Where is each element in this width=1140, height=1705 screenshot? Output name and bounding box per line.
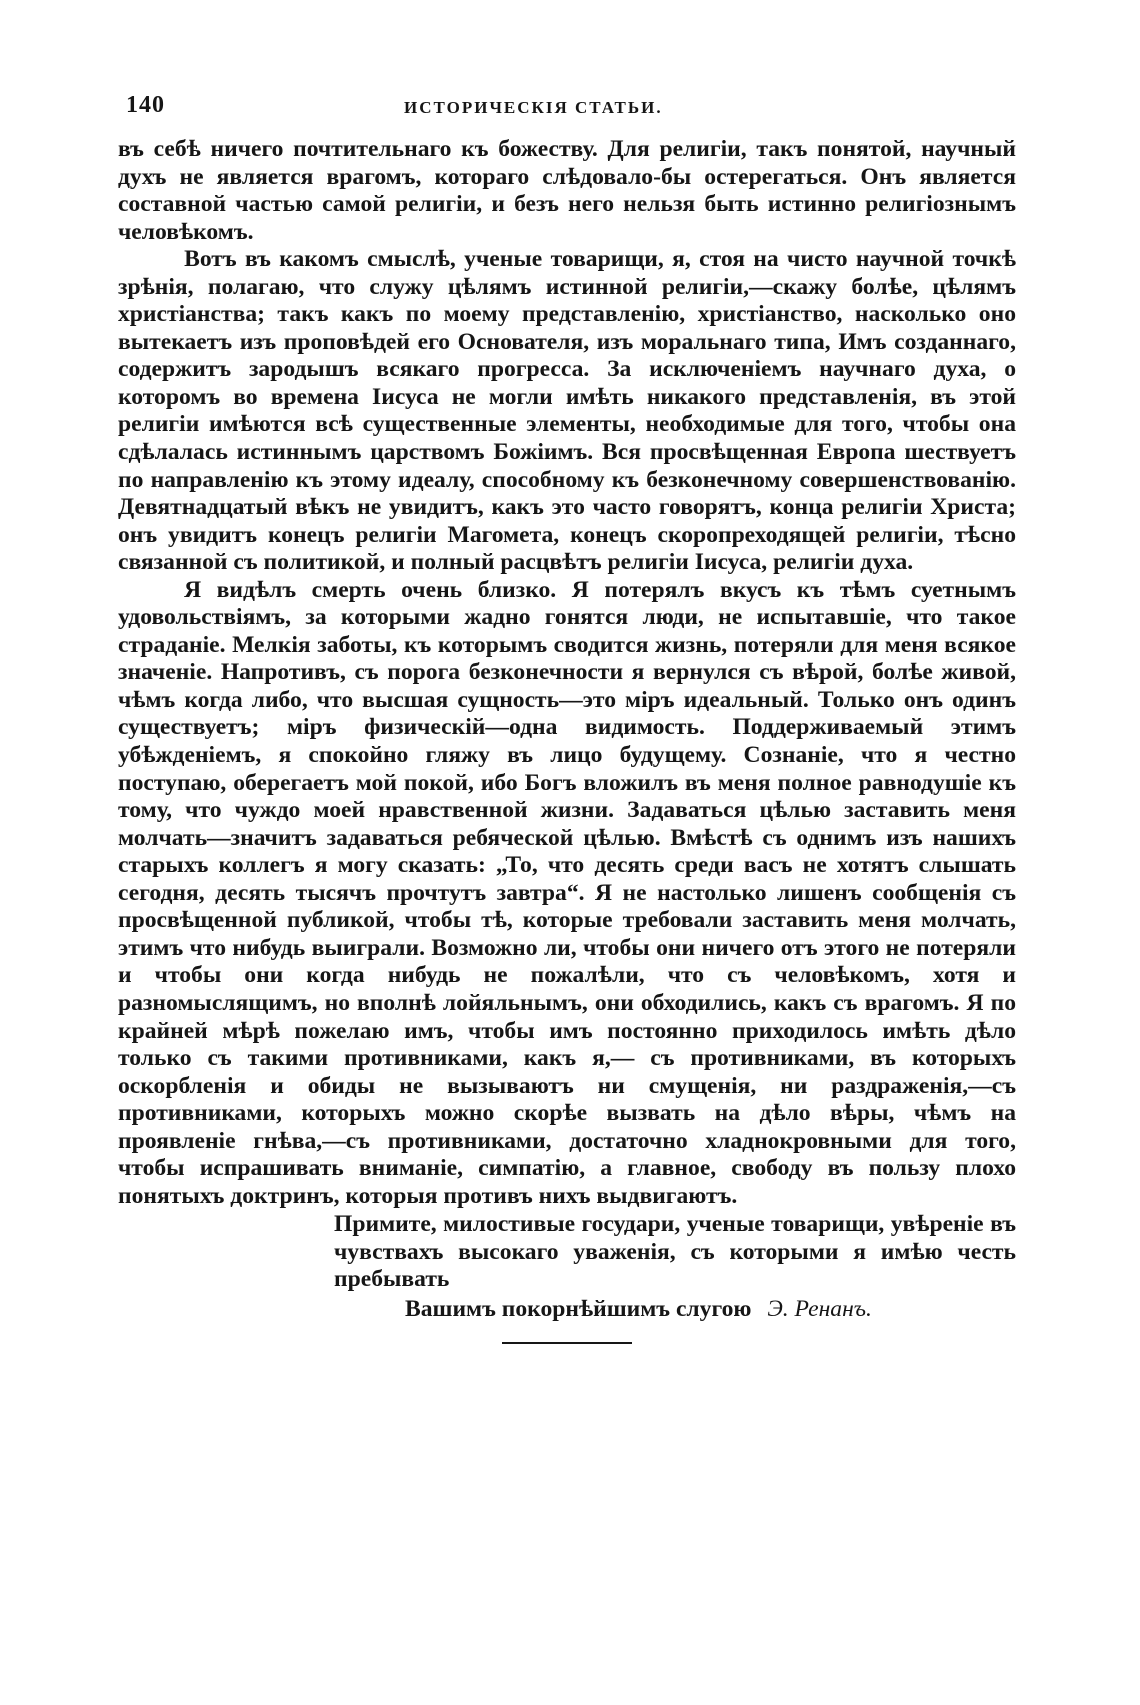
book-page	[118, 92, 1016, 1344]
signoff-text: Вашимъ покорнѣйшимъ слугою	[405, 1295, 752, 1322]
end-rule	[502, 1342, 632, 1344]
page-number: 140	[126, 92, 165, 118]
paragraph: въ себѣ ничего почтительнаго къ божеству. Для религіи, такъ понятой, научный духъ не является врагомъ, котораго слѣдовало-бы остерегаться. Онъ является составной частью самой религіи, и безъ него нельзя быть истинно религіознымъ человѣкомъ.	[118, 136, 1016, 245]
closing-text: Примите, милостивые государи, ученые товарищи, увѣреніе въ чувствахъ высокаго уваженія, съ которыми я имѣю честь пребывать	[334, 1211, 1016, 1293]
body-text	[118, 136, 1016, 1210]
closing-formula	[118, 1211, 1016, 1294]
paragraph: Вотъ въ какомъ смыслѣ, ученые товарищи, я, стоя на чисто научной точкѣ зрѣнія, полагаю, что служу цѣлямъ истинной религіи,—скажу болѣе, цѣлямъ христіанства; такъ какъ по моему представленію, христіанство, насколько оно вытекаетъ изъ проповѣдей его Основателя, изъ моральнаго типа, Имъ созданнаго, содержитъ зародышъ всякаго прогресса. За исключеніемъ научнаго духа, о которомъ во времена Іисуса не могли имѣть никакого представленія, въ этой религіи имѣются всѣ существенные элементы, необходимые для того, чтобы она сдѣлалась истиннымъ царствомъ Божіимъ. Вся просвѣщенная Европа шествуетъ по направленію къ этому идеалу, способному къ безконечному совершенствованію. Девятнадцатый вѣкъ не увидитъ, какъ это часто говорятъ, конца религіи Христа; онъ увидитъ конецъ религіи Магомета, конецъ скоропреходящей религіи, тѣсно связанной съ политикой, и полный расцвѣтъ религіи Іисуса, религіи духа.	[118, 246, 1016, 576]
signature: Э. Ренанъ.	[767, 1295, 872, 1322]
running-head	[118, 92, 1016, 126]
paragraph: Я видѣлъ смерть очень близко. Я потерялъ вкусъ къ тѣмъ суетнымъ удовольствіямъ, за которыми жадно гонятся люди, не испытавшіе, что такое страданіе. Мелкія заботы, къ которымъ сводится жизнь, потеряли для меня всякое значеніе. Напротивъ, съ порога безконечности я вернулся съ вѣрой, болѣе живой, чѣмъ когда либо, что высшая сущность—это міръ идеальный. Только онъ одинъ существуетъ; міръ физическій—одна видимость. Поддерживаемый этимъ убѣжденіемъ, я спокойно гляжу въ лицо будущему. Сознаніе, что я честно поступаю, оберегаетъ мой покой, ибо Богъ вложилъ въ меня полное равнодушіе къ тому, что чуждо моей нравственной жизни. Задаваться цѣлью заставить меня молчать—значитъ задаваться ребяческой цѣлью. Вмѣстѣ съ однимъ изъ нашихъ старыхъ коллегъ я могу сказать: „То, что десять среди васъ не хотятъ слышать сегодня, десять тысячъ прочтутъ завтра“. Я не настолько лишенъ сообщенія съ просвѣщенной публикой, чтобы тѣ, которые требовали заставить меня молчать, этимъ что нибудь выиграли. Возможно ли, чтобы они ничего отъ этого не потеряли и чтобы они когда нибудь не пожалѣли, что съ человѣкомъ, хотя и разномыслящимъ, но вполнѣ лойяльнымъ, они обходились, какъ съ врагомъ. Я по крайней мѣрѣ пожелаю имъ, чтобы имъ постоянно приходилось имѣть дѣло только съ такими противниками, какъ я,— съ противниками, въ которыхъ оскорбленія и обиды не вызываютъ ни смущенія, ни раздраженія,—съ противниками, которыхъ можно скорѣе вызвать на дѣло вѣры, чѣмъ на проявленіе гнѣва,—съ противниками, достаточно хладнокровными для того, чтобы испрашивать вниманіе, симпатію, а главное, свободу въ пользу плохо понятыхъ доктринъ, которыя противъ нихъ выдвигаютъ.	[118, 576, 1016, 1209]
signature-line	[118, 1294, 1016, 1324]
running-title: ИСТОРИЧЕСКІЯ СТАТЬИ.	[404, 98, 663, 117]
